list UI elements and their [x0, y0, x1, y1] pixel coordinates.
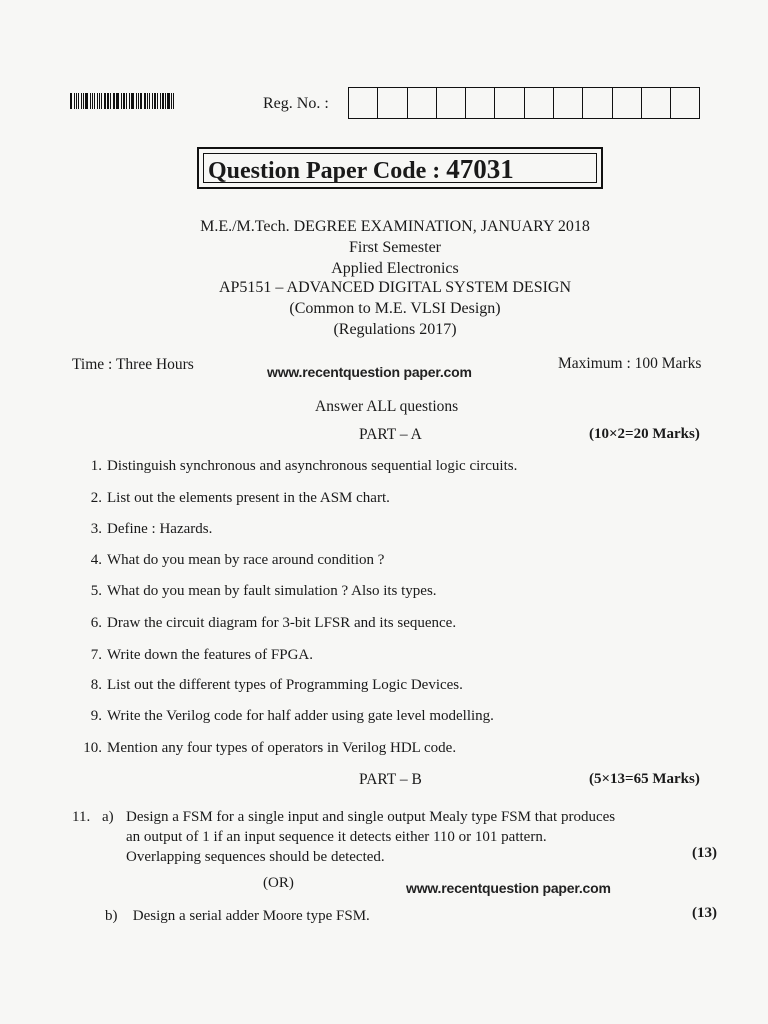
exam-branch: Applied Electronics: [331, 260, 459, 277]
question-number: 7.: [90, 647, 102, 663]
exam-regulations: (Regulations 2017): [333, 321, 457, 338]
barcode-bar: [78, 93, 80, 109]
question-text: Mention any four types of operators in Verilog HDL code.: [107, 740, 457, 756]
question-text: Define : Hazards.: [107, 521, 213, 537]
barcode-bar: [131, 93, 132, 109]
reg-no-box[interactable]: [494, 87, 523, 119]
question-number: 1.: [90, 458, 102, 474]
barcode-bar: [99, 93, 100, 109]
barcode-bar: [116, 93, 119, 109]
barcode-bar: [123, 93, 125, 109]
question-paper-code: [208, 154, 514, 185]
question-number: 5.: [90, 583, 102, 599]
barcode-bar: [173, 93, 174, 109]
exam-semester: First Semester: [349, 239, 441, 256]
option-label: b): [105, 908, 118, 924]
question-6: [70, 615, 456, 632]
barcode-bar: [104, 93, 106, 109]
question-11a: [72, 807, 615, 867]
question-number: 11.: [72, 809, 91, 825]
barcode-bar: [149, 93, 150, 109]
question-text: What do you mean by fault simulation ? Also its types.: [107, 583, 437, 599]
reg-no-box[interactable]: [524, 87, 553, 119]
code-label: Question Paper Code :: [208, 158, 441, 184]
barcode-bar: [94, 93, 96, 109]
question-number: 3.: [90, 521, 102, 537]
reg-no-box[interactable]: [612, 87, 641, 119]
question-8: [70, 677, 463, 694]
barcode-bar: [70, 93, 72, 109]
question-7: [70, 647, 313, 664]
reg-no-box[interactable]: [348, 87, 377, 119]
barcode-bar: [138, 93, 139, 109]
question-number: 6.: [90, 615, 102, 631]
question-2: [70, 490, 390, 507]
part-b-title: PART – B: [359, 771, 422, 788]
reg-no-box[interactable]: [582, 87, 611, 119]
reg-no-box[interactable]: [377, 87, 406, 119]
reg-no-box[interactable]: [436, 87, 465, 119]
part-a-marks: (10×2=20 Marks): [589, 426, 700, 442]
question-text: Design a serial adder Moore type FSM.: [132, 908, 370, 924]
barcode-bar: [110, 93, 111, 109]
question-4: [70, 552, 384, 569]
question-10: [70, 740, 456, 757]
reg-no-label: Reg. No. :: [263, 95, 329, 112]
barcode-bar: [126, 93, 127, 109]
barcode-bar: [165, 93, 166, 109]
barcode-bar: [90, 93, 91, 109]
barcode-bar: [132, 93, 134, 109]
barcode-bar: [101, 93, 102, 109]
barcode-bar: [140, 93, 142, 109]
barcode: [70, 93, 176, 109]
question-text: List out the different types of Programming Logic Devices.: [107, 677, 463, 693]
question-line: Overlapping sequences should be detected.: [126, 849, 385, 865]
question-11b: [105, 908, 370, 925]
question-number: 4.: [90, 552, 102, 568]
part-b-marks: (5×13=65 Marks): [589, 771, 700, 787]
watermark-bottom: www.recentquestion paper.com: [406, 880, 611, 896]
barcode-bar: [83, 93, 84, 109]
question-text: Draw the circuit diagram for 3-bit LFSR and its sequence.: [107, 615, 457, 631]
barcode-bar: [107, 93, 109, 109]
question-number: 8.: [90, 677, 102, 693]
question-number: 10.: [83, 740, 102, 756]
question-line: an output of 1 if an input sequence it detects either 110 or 101 pattern.: [126, 829, 547, 845]
question-11a-marks: (13): [692, 845, 717, 861]
reg-no-box[interactable]: [465, 87, 494, 119]
barcode-bar: [136, 93, 137, 109]
barcode-bar: [81, 93, 82, 109]
question-text: Distinguish synchronous and asynchronous sequential logic circuits.: [107, 458, 518, 474]
question-line: Design a FSM for a single input and single output Mealy type FSM that produces: [126, 809, 616, 825]
barcode-bar: [162, 93, 164, 109]
question-3: [70, 521, 212, 538]
question-11b-marks: (13): [692, 905, 717, 921]
barcode-bar: [157, 93, 158, 109]
reg-no-box[interactable]: [641, 87, 670, 119]
reg-no-box[interactable]: [553, 87, 582, 119]
question-text: List out the elements present in the ASM chart.: [107, 490, 390, 506]
barcode-bar: [167, 93, 170, 109]
barcode-bar: [92, 93, 93, 109]
part-a-title: PART – A: [359, 426, 422, 443]
max-marks: Maximum : 100 Marks: [558, 355, 702, 372]
watermark-top: www.recentquestion paper.com: [267, 364, 472, 380]
barcode-bar: [113, 93, 114, 109]
exam-subject: AP5151 – ADVANCED DIGITAL SYSTEM DESIGN: [218, 279, 572, 296]
exam-time: Time : Three Hours: [72, 356, 194, 373]
question-5: [70, 583, 437, 600]
question-number: 2.: [90, 490, 102, 506]
reg-no-box[interactable]: [670, 87, 699, 119]
barcode-bar: [85, 93, 88, 109]
barcode-bar: [129, 93, 130, 109]
exam-title: M.E./M.Tech. DEGREE EXAMINATION, JANUARY 2018: [200, 218, 590, 235]
barcode-bar: [97, 93, 98, 109]
question-9: [70, 708, 494, 725]
barcode-bar: [76, 93, 77, 109]
question-text: Write the Verilog code for half adder using gate level modelling.: [107, 708, 494, 724]
code-number: 47031: [446, 154, 514, 184]
question-text: Write down the features of FPGA.: [107, 647, 314, 663]
question-1: [70, 458, 517, 475]
question-text: What do you mean by race around condition ?: [107, 552, 385, 568]
barcode-bar: [74, 93, 75, 109]
barcode-bar: [152, 93, 153, 109]
reg-no-boxes[interactable]: [348, 87, 700, 119]
question-number: 9.: [90, 708, 102, 724]
exam-common: (Common to M.E. VLSI Design): [289, 300, 501, 317]
option-label: a): [102, 809, 114, 825]
reg-no-box[interactable]: [407, 87, 436, 119]
barcode-bar: [144, 93, 147, 109]
barcode-bar: [154, 93, 156, 109]
barcode-bar: [121, 93, 122, 109]
barcode-bar: [171, 93, 172, 109]
barcode-bar: [114, 93, 115, 109]
barcode-bar: [147, 93, 148, 109]
question-paper-code-box: [197, 147, 603, 189]
or-separator: (OR): [263, 875, 294, 891]
barcode-bar: [160, 93, 161, 109]
answer-all-instruction: Answer ALL questions: [315, 398, 459, 415]
